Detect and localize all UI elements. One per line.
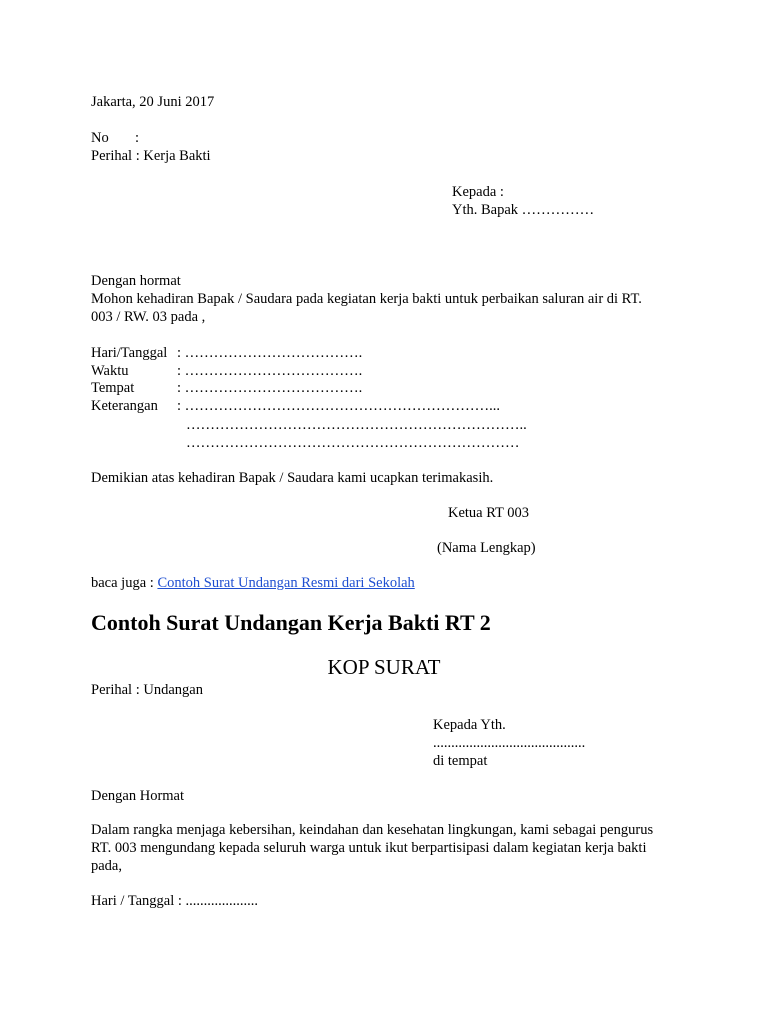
recipient-heading: Kepada : — [452, 184, 504, 200]
field-label-waktu: Waktu — [91, 363, 129, 379]
letter2-recipient-dots: .......................................... — [433, 735, 586, 751]
letter2-body-line: pada, — [91, 858, 122, 874]
letter-subject: Perihal : Kerja Bakti — [91, 148, 211, 164]
letterhead-title: KOP SURAT — [327, 655, 441, 679]
letter-body-line: Mohon kehadiran Bapak / Saudara pada kegiatan kerja bakti untuk perbaikan saluran air di RT. — [91, 291, 642, 307]
letter2-body-line: RT. 003 mengundang kepada seluruh warga untuk ikut berpartisipasi dalam kegiatan kerja bakti — [91, 840, 647, 856]
field-label-keterangan: Keterangan — [91, 398, 158, 414]
letter-number-colon: : — [135, 130, 140, 146]
field-value-keterangan-continued: …………………………………………………………….. — [186, 417, 527, 433]
letter-number-label: No — [91, 130, 109, 146]
letter-greeting: Dengan hormat — [91, 273, 181, 289]
see-also-line — [91, 574, 415, 592]
field-value-hari-tanggal: : ………………………………. — [177, 345, 363, 361]
letter2-recipient-heading: Kepada Yth. — [433, 717, 506, 733]
field-value-keterangan: : ………………………………………………………... — [177, 398, 501, 414]
letter-body-line: 003 / RW. 03 pada , — [91, 309, 206, 325]
field-value-waktu: : ………………………………. — [177, 363, 363, 379]
field-value-tempat: : ………………………………. — [177, 380, 363, 396]
letter2-body-line: Dalam rangka menjaga kebersihan, keindahan dan kesehatan lingkungan, kami sebagai pengurus — [91, 822, 654, 838]
letter2-field-hari-tanggal: Hari / Tanggal : .................... — [91, 893, 259, 909]
field-label-hari-tanggal: Hari/Tanggal — [91, 345, 168, 361]
see-also-link[interactable]: Contoh Surat Undangan Resmi dari Sekolah — [157, 575, 415, 591]
letter-closing: Demikian atas kehadiran Bapak / Saudara kami ucapkan terimakasih. — [91, 470, 494, 486]
signer-title: Ketua RT 003 — [448, 505, 530, 521]
recipient-name: Yth. Bapak …………… — [452, 202, 595, 218]
section-heading: Contoh Surat Undangan Kerja Bakti RT 2 — [91, 610, 491, 635]
field-label-tempat: Tempat — [91, 380, 135, 396]
letter2-subject: Perihal : Undangan — [91, 682, 203, 698]
letter2-greeting: Dengan Hormat — [91, 788, 185, 804]
see-also-prefix: baca juga : — [91, 575, 158, 591]
signer-name: (Nama Lengkap) — [437, 540, 536, 556]
letter2-recipient-place: di tempat — [433, 753, 488, 769]
letter-place-date: Jakarta, 20 Juni 2017 — [91, 94, 215, 110]
field-value-keterangan-continued: …………………………………………………………… — [186, 435, 520, 451]
